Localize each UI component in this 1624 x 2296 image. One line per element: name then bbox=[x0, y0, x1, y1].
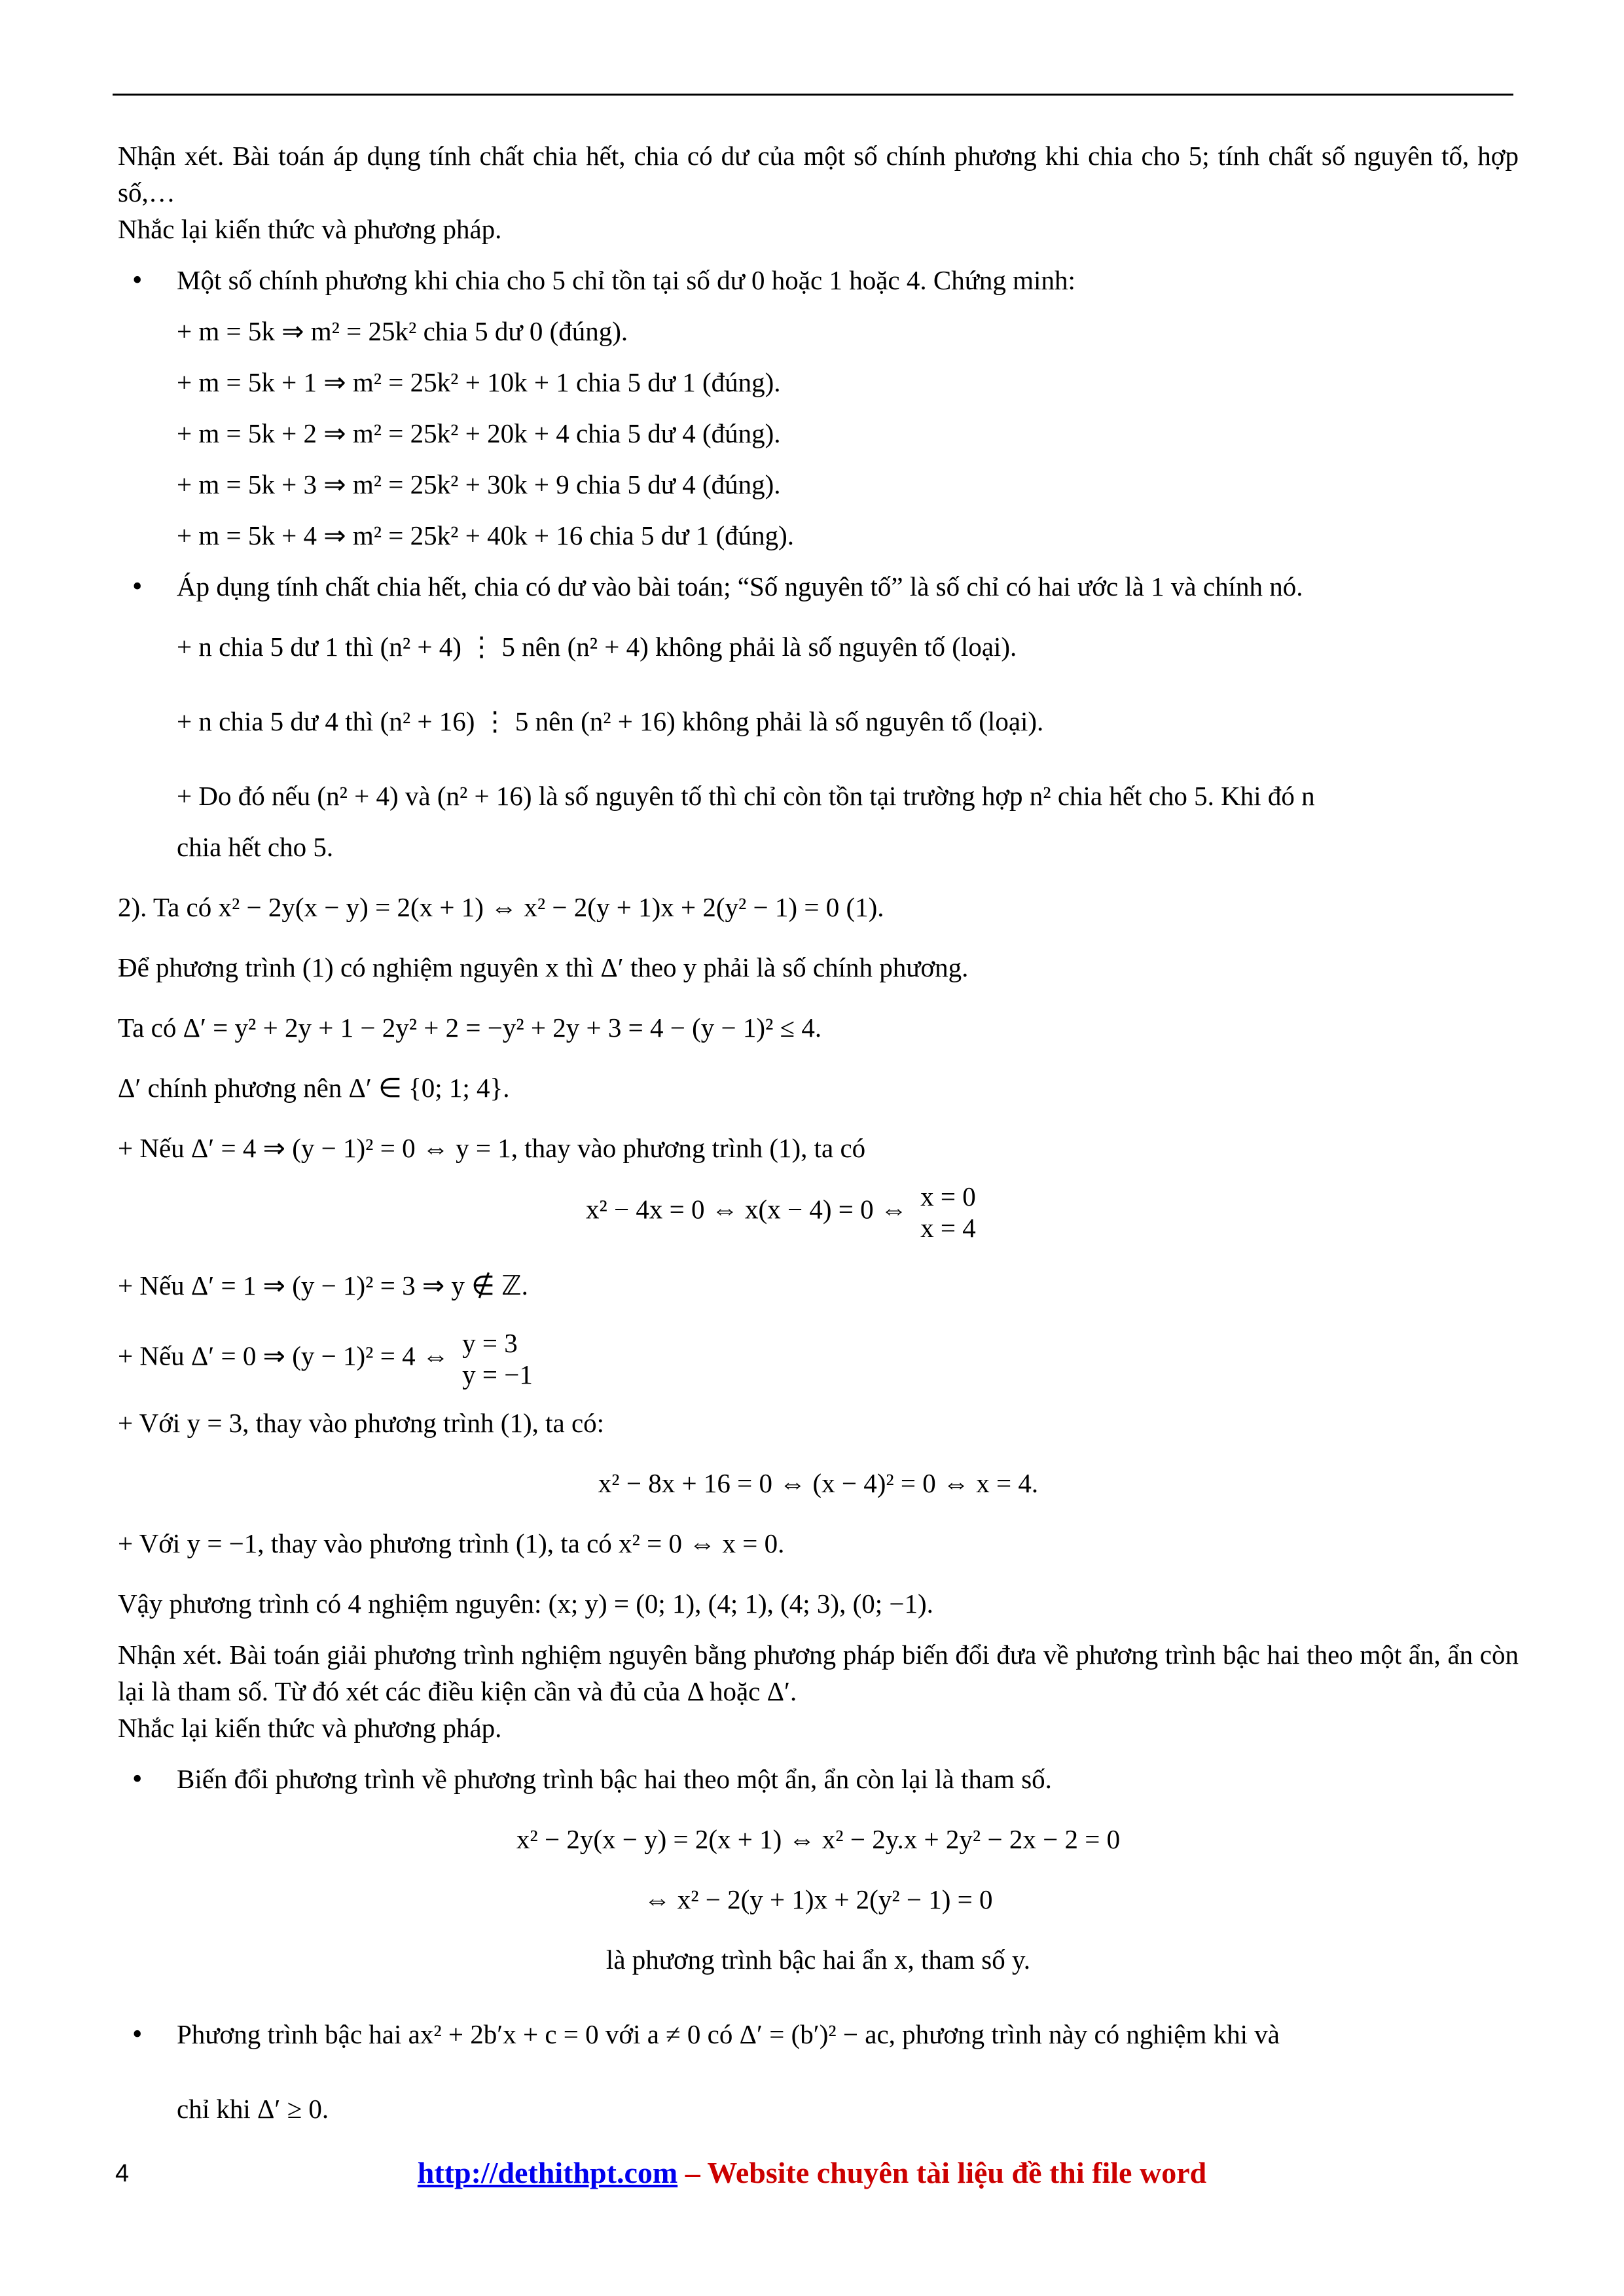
discriminant-computation: Ta có Δ′ = y² + 2y + 1 − 2y² + 2 = −y² + 2y + 3 = 4 − (y − 1)² ≤ 4. bbox=[118, 1013, 822, 1043]
bullet-square-remainders: • Một số chính phương khi chia cho 5 chỉ tồn tại số dư 0 hoặc 1 hoặc 4. Chứng minh: bbox=[118, 262, 1519, 298]
bullet-apply-divisibility: • Áp dụng tính chất chia hết, chia có dư vào bài toán; “Số nguyên tố” là số chỉ có hai ước là 1 và chính nó. bbox=[118, 568, 1519, 605]
case-line-3: + m = 5k + 2 ⇒ m² = 25k² + 20k + 4 chia 5 dư 4 (đúng). bbox=[177, 418, 781, 448]
page-number: 4 bbox=[115, 2160, 130, 2187]
transform-eq-2: ⇔ x² − 2(y + 1)x + 2(y² − 1) = 0 bbox=[643, 1884, 993, 1914]
case-y-3: + Với y = 3, thay vào phương trình (1), ta có: bbox=[118, 1408, 605, 1438]
case-line-4: + m = 5k + 3 ⇒ m² = 25k² + 30k + 9 chia 5 dư 4 (đúng). bbox=[177, 469, 781, 499]
case-delta-1: + Nếu Δ′ = 1 ⇒ (y − 1)² = 3 ⇒ y ∉ ℤ. bbox=[118, 1270, 528, 1300]
discriminant-condition: Để phương trình (1) có nghiệm nguyên x thì Δ′ theo y phải là số chính phương. bbox=[118, 952, 969, 982]
footer-banner bbox=[0, 2155, 1624, 2190]
case-delta-0-main: + Nếu Δ′ = 0 ⇒ (y − 1)² = 4 ⇔ bbox=[118, 1340, 449, 1371]
prime-case-1: + n chia 5 dư 1 thì (n² + 4) ⋮ 5 nên (n² + 4) không phải là số nguyên tố (loại). bbox=[177, 632, 1017, 662]
solution-x-4: x = 4 bbox=[920, 1213, 976, 1243]
part-2-equation: 2). Ta có x² − 2y(x − y) = 2(x + 1) ⇔ x² − 2(y + 1)x + 2(y² − 1) = 0 (1). bbox=[118, 892, 884, 922]
solution-y-neg1: y = −1 bbox=[462, 1359, 533, 1390]
case-y-neg1: + Với y = −1, thay vào phương trình (1), ta có x² = 0 ⇔ x = 0. bbox=[118, 1528, 785, 1558]
equation-x-main: x² − 4x = 0 ⇔ x(x − 4) = 0 ⇔ bbox=[586, 1194, 907, 1225]
website-link[interactable]: http://dethithpt.com bbox=[417, 2156, 678, 2189]
remark-2: Nhận xét. Bài toán giải phương trình nghiệm nguyên bằng phương pháp biến đổi đưa về phương trình bậc hai theo một ẩn, ẩn còn lại là tham số. Từ đó xét các điều kiện cần và đủ của Δ hoặc Δ′. bbox=[118, 1640, 1519, 1706]
bullet-quadratic-cont: chỉ khi Δ′ ≥ 0. bbox=[177, 2094, 329, 2124]
prime-conclusion: + Do đó nếu (n² + 4) và (n² + 16) là số nguyên tố thì chỉ còn tồn tại trường hợp n² chia hết cho 5. Khi đó n bbox=[177, 781, 1315, 811]
remark-1: Nhận xét. Bài toán áp dụng tính chất chia hết, chia có dư của một số chính phương khi chia cho 5; tính chất số nguyên tố, hợp số,… bbox=[118, 141, 1519, 207]
header-rule bbox=[113, 94, 1513, 96]
case-line-1: + m = 5k ⇒ m² = 25k² chia 5 dư 0 (đúng). bbox=[177, 316, 628, 346]
case-line-2: + m = 5k + 1 ⇒ m² = 25k² + 10k + 1 chia 5 dư 1 (đúng). bbox=[177, 367, 781, 397]
solution-x-0: x = 0 bbox=[920, 1181, 976, 1211]
equation-y-3: x² − 8x + 16 = 0 ⇔ (x − 4)² = 0 ⇔ x = 4. bbox=[598, 1468, 1039, 1498]
bullet-transform: • Biến đổi phương trình về phương trình bậc hai theo một ẩn, ẩn còn lại là tham số. bbox=[118, 1761, 1519, 1797]
equation-x-solutions bbox=[118, 1181, 1519, 1244]
case-delta-0 bbox=[118, 1327, 1519, 1390]
final-solutions: Vậy phương trình có 4 nghiệm nguyên: (x; y) = (0; 1), (4; 1), (4; 3), (0; −1). bbox=[118, 1588, 933, 1619]
case-delta-4: + Nếu Δ′ = 4 ⇒ (y − 1)² = 0 ⇔ y = 1, thay vào phương trình (1), ta có bbox=[118, 1133, 866, 1163]
solution-system-y bbox=[462, 1327, 533, 1390]
recall-heading-1: Nhắc lại kiến thức và phương pháp. bbox=[118, 214, 502, 244]
transform-eq-1: x² − 2y(x − y) = 2(x + 1) ⇔ x² − 2y.x + 2y² − 2x − 2 = 0 bbox=[516, 1824, 1121, 1854]
transform-note: là phương trình bậc hai ẩn x, tham số y. bbox=[605, 1945, 1031, 1975]
bullet-quadratic: • Phương trình bậc hai ax² + 2b′x + c = 0 với a ≠ 0 có Δ′ = (b′)² − ac, phương trình này có nghiệm khi và bbox=[118, 2016, 1519, 2053]
discriminant-values: Δ′ chính phương nên Δ′ ∈ {0; 1; 4}. bbox=[118, 1073, 510, 1103]
prime-case-2: + n chia 5 dư 4 thì (n² + 16) ⋮ 5 nên (n² + 16) không phải là số nguyên tố (loại). bbox=[177, 706, 1044, 736]
prime-conclusion-cont: chia hết cho 5. bbox=[177, 832, 334, 862]
case-line-5: + m = 5k + 4 ⇒ m² = 25k² + 40k + 16 chia 5 dư 1 (đúng). bbox=[177, 520, 795, 550]
solution-system-x bbox=[920, 1181, 976, 1244]
page-content bbox=[118, 137, 1519, 2127]
footer-tagline: – Website chuyên tài liệu đề thi file word bbox=[677, 2156, 1207, 2189]
recall-heading-2: Nhắc lại kiến thức và phương pháp. bbox=[118, 1713, 502, 1743]
solution-y-3: y = 3 bbox=[462, 1328, 518, 1358]
